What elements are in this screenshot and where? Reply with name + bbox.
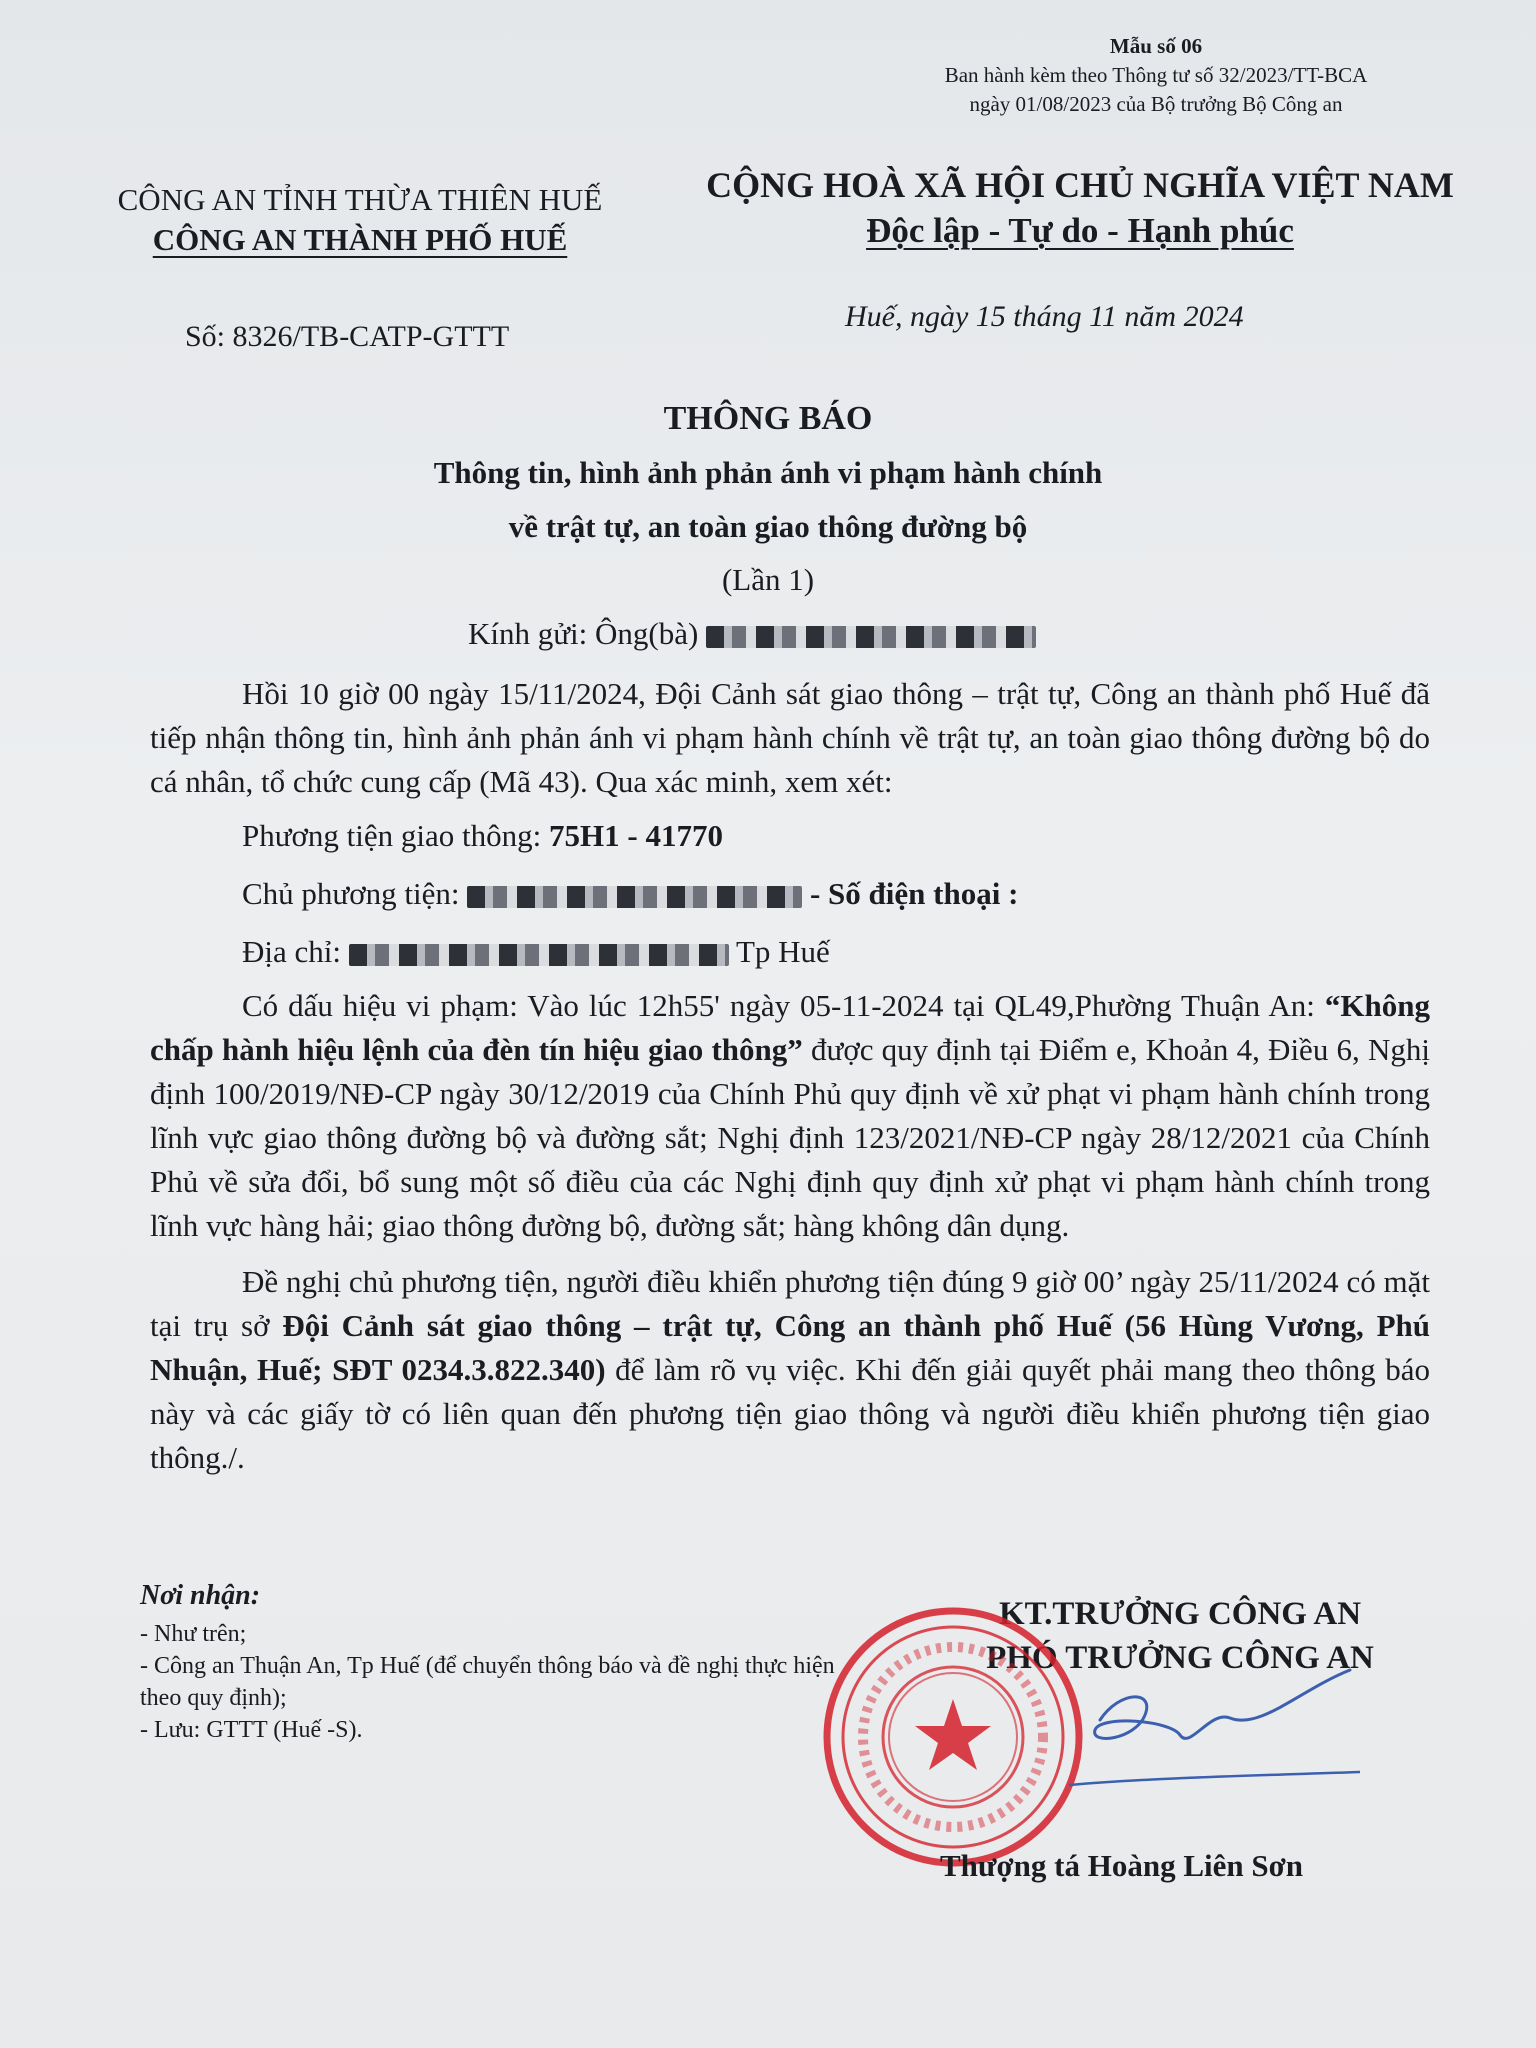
addressee (468, 616, 1036, 652)
recipients-block (140, 1580, 840, 1746)
vehicle-line (150, 814, 1430, 858)
redacted-name (706, 626, 1036, 648)
address-label: Địa chỉ: (242, 934, 341, 969)
recipient-item: - Lưu: GTTT (Huế -S). (140, 1717, 363, 1743)
vehicle-plate: 75H1 - 41770 (549, 818, 723, 853)
handwritten-signature (1060, 1660, 1360, 1800)
document-reference: Số: 8326/TB-CATP-GTTT (185, 320, 510, 353)
addressee-label: Kính gửi: Ông(bà) (468, 616, 699, 651)
signer-name: Thượng tá Hoàng Liên Sơn (940, 1848, 1304, 1883)
form-issuance-date: ngày 01/08/2023 của Bộ trưởng Bộ Công an (969, 92, 1343, 116)
document-title: THÔNG BÁO (663, 400, 873, 437)
owner-line (150, 872, 1430, 916)
signature-line-1: KT.TRƯỞNG CÔNG AN (998, 1596, 1362, 1632)
violation-quote: “Không chấp hành hiệu lệnh của đèn tín hiệu giao thông” (150, 988, 1430, 1067)
place-date: Huế, ngày 15 tháng 11 năm 2024 (845, 300, 1244, 333)
recipient-item: - Công an Thuận An, Tp Huế (để chuyển thông báo và đề nghị thực hiện theo quy định); (140, 1653, 835, 1711)
vehicle-label: Phương tiện giao thông: (242, 818, 542, 853)
violation-legal-basis: được quy định tại Điểm e, Khoản 4, Điều 6, Nghị định 100/2019/NĐ-CP ngày 30/12/2019 của Chính Phủ quy định về xử phạt vi phạm hành chính trong lĩnh vực giao thông đường bộ và đường sắt; Nghị định 123/2021/NĐ-CP ngày 28/12/2021 của Chính Phủ về sửa đổi, bổ sung một số điều của các Nghị định quy định xử phạt vi phạm hành chính trong lĩnh vực hàng hải; giao thông đường bộ, đường sắt; hàng không dân dụng. (150, 1032, 1430, 1243)
nation-name: CỘNG HOÀ XÃ HỘI CHỦ NGHĨA VIỆT NAM (706, 165, 1454, 205)
owner-label: Chủ phương tiện: (242, 876, 460, 911)
address-line (150, 930, 1430, 974)
nation-motto: Độc lập - Tự do - Hạnh phúc (866, 211, 1294, 250)
recipients-heading: Nơi nhận: (140, 1580, 261, 1611)
parent-agency: CÔNG AN TỈNH THỪA THIÊN HUẾ (117, 182, 603, 217)
form-issuance: Ban hành kèm theo Thông tư số 32/2023/TT-BCA (944, 63, 1368, 87)
intro-paragraph: Hồi 10 giờ 00 ngày 15/11/2024, Đội Cảnh sát giao thông – trật tự, Công an thành phố Huế đã tiếp nhận thông tin, hình ảnh phản ánh vi phạm hành chính về trật tự, an toàn giao thông đường bộ do cá nhân, tổ chức cung cấp (Mã 43). Qua xác minh, xem xét: (150, 676, 1430, 799)
redacted-address (349, 944, 729, 966)
subtitle-line-1: Thông tin, hình ảnh phản ánh vi phạm hành chính (433, 455, 1103, 490)
violation-paragraph (150, 984, 1430, 1248)
phone-label: - Số điện thoại : (809, 876, 1019, 911)
form-header (896, 32, 1416, 119)
subtitle-line-2: về trật tự, an toàn giao thông đường bộ (508, 509, 1028, 544)
request-instructions: để làm rõ vụ việc. Khi đến giải quyết phải mang theo thông báo này và các giấy tờ có liên quan đến phương tiện giao thông và người điều khiển phương tiện giao thông./. (150, 1352, 1430, 1475)
document-body (150, 672, 1430, 1480)
notice-round: (Lần 1) (721, 562, 815, 597)
violation-intro: Có dấu hiệu vi phạm: Vào lúc 12h55' ngày 05-11-2024 tại QL49,Phường Thuận An: (242, 988, 1325, 1023)
request-intro: Đề nghị chủ phương tiện, người điều khiển phương tiện đúng 9 giờ 00’ ngày 25/11/2024 có mặt tại trụ sở (150, 1264, 1430, 1343)
signature-line-2: PHÓ TRƯỞNG CÔNG AN (986, 1640, 1374, 1676)
request-paragraph (150, 1260, 1430, 1480)
document-subtitle (0, 446, 1536, 554)
redacted-owner (467, 886, 802, 908)
request-location: Đội Cảnh sát giao thông – trật tự, Công an thành phố Huế (56 Hùng Vương, Phú Nhuận, Huế; SĐT 0234.3.822.340) (150, 1308, 1430, 1387)
national-header (680, 162, 1480, 254)
address-city: Tp Huế (735, 934, 830, 969)
recipient-item: - Như trên; (140, 1621, 247, 1647)
issuing-agency (80, 180, 640, 260)
form-number: Mẫu số 06 (1109, 34, 1203, 58)
agency-name: CÔNG AN THÀNH PHỐ HUẾ (152, 222, 568, 257)
official-seal-icon (820, 1604, 1086, 1870)
